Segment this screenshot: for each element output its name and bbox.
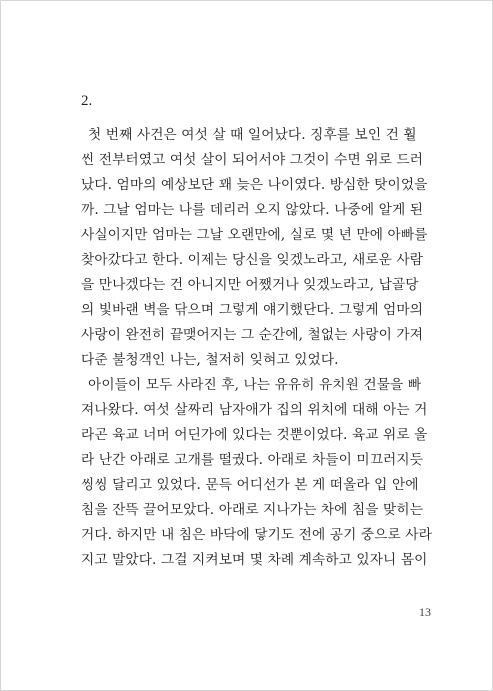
text-line: 라 난간 아래로 고개를 떨궜다. 아래로 차들이 미끄러지듯 (81, 452, 424, 468)
text-line: 사실이지만 엄마는 그날 오랜만에, 실로 몇 년 만에 아빠를 (81, 227, 428, 243)
paragraph-1 (81, 123, 441, 373)
text-line: 져나왔다. 여섯 살짜리 남자애가 집의 위치에 대해 아는 거 (81, 402, 428, 418)
text-line: 을 만나겠다는 건 아니지만 어쨌거나 잊겠노라고, 납골당 (81, 277, 419, 293)
paragraph-2 (81, 373, 441, 573)
text-line: 첫 번째 사건은 여섯 살 때 일어났다. 징후를 보인 건 훨 (88, 127, 417, 143)
text-line: 지고 말았다. 그걸 지켜보며 몇 차례 계속하고 있자니 몸이 (81, 552, 428, 568)
text-line: 다준 불청객인 나는, 철저히 잊혀고 있었다. (81, 352, 339, 368)
page-content (81, 91, 441, 573)
chapter-number: 2. (81, 93, 93, 109)
text-line: 아이들이 모두 사라진 후, 나는 유유히 유치원 건물을 빠 (88, 377, 422, 393)
text-line: 찾아갔다고 한다. 이제는 당신을 잊겠노라고, 새로운 사람 (81, 252, 424, 268)
text-line: 씬 전부터였고 여섯 살이 되어서야 그것이 수면 위로 드러 (81, 152, 424, 168)
text-line: 까. 그날 엄마는 나를 데리러 오지 않았다. 나중에 알게 된 (81, 202, 424, 218)
text-line: 사랑이 완전히 끝맺어지는 그 순간에, 철없는 사랑이 가져 (81, 327, 424, 343)
text-line: 침을 잔뜩 끌어모았다. 아래로 지나가는 차에 침을 맞히는 (81, 502, 424, 518)
text-line: 라곤 육교 너머 어딘가에 있다는 것뿐이었다. 육교 위로 올 (81, 427, 428, 443)
text-line: 의 빛바랜 벽을 닦으며 그렇게 얘기했단다. 그렇게 엄마의 (81, 302, 424, 318)
text-line: 거다. 하지만 내 침은 바닥에 닿기도 전에 공기 중으로 사라 (81, 527, 432, 543)
text-line: 났다. 엄마의 예상보단 꽤 늦은 나이였다. 방심한 탓이었을 (81, 177, 428, 193)
page-number: 13 (419, 605, 431, 619)
text-line: 씽씽 달리고 있었다. 문득 어디선가 본 게 떠올라 입 안에 (81, 477, 419, 493)
